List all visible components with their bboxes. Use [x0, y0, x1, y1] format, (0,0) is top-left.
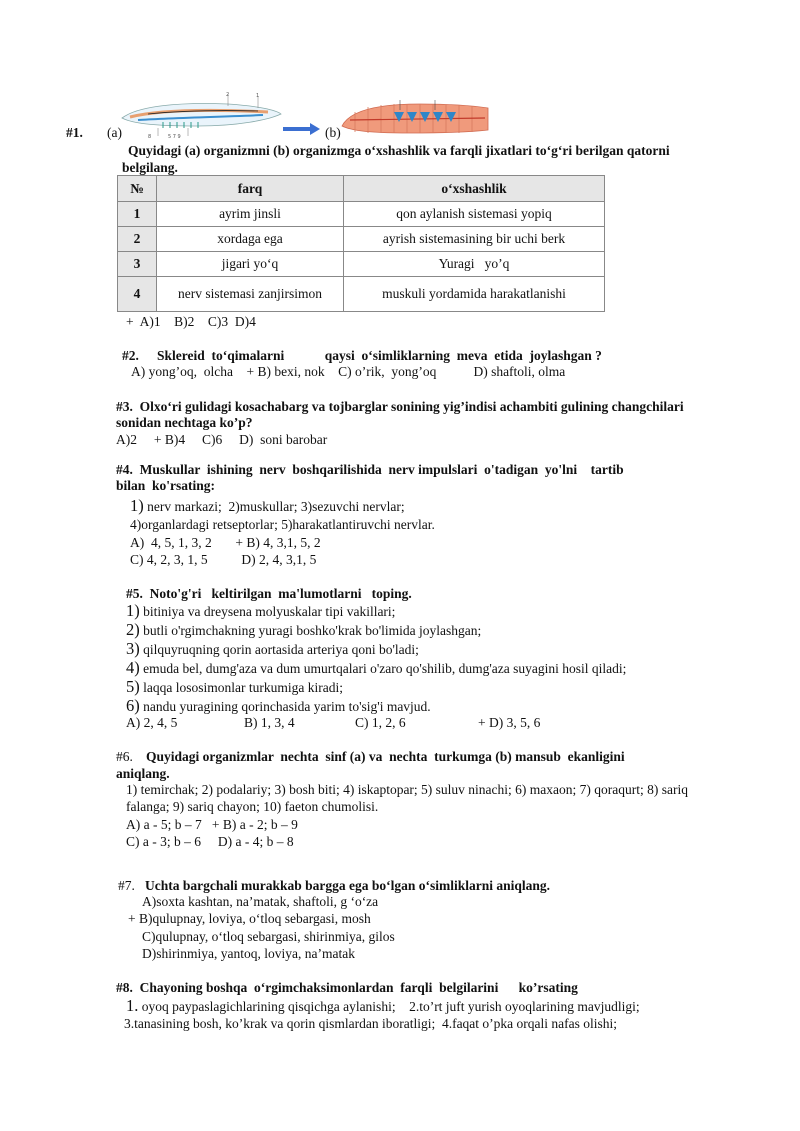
item-number: 3)	[126, 639, 140, 658]
row-number: 4	[118, 277, 157, 312]
svg-text:5 7 9: 5 7 9	[168, 134, 181, 140]
svg-text:8: 8	[148, 134, 152, 140]
question-1-number: #1.	[66, 125, 83, 140]
question-7-option-b: + B)qulupnay, loviya, o‘tloq sebargasi, mosh	[128, 911, 371, 926]
question-2-text: Sklereid to‘qimalarni qaysi o‘simliklarning meva etida joylashgan ?	[157, 348, 602, 363]
item-number: 4)	[126, 658, 140, 677]
question-5-title: #5. Noto'g'ri keltirilgan ma'lumotlarni toping.	[126, 586, 412, 601]
question-7-option-a: A)soxta kashtan, na’matak, shaftoli, g ‘o‘za	[142, 894, 379, 909]
lancelet-image	[118, 92, 283, 140]
row-number: 3	[118, 252, 157, 277]
question-5-item	[126, 696, 431, 716]
question-6-answers-cont: C) a - 3; b – 6 D) a - 4; b – 8	[126, 834, 294, 849]
item-text: oyoq paypaslagichlarining qisqichga aylanishi; 2.to’rt juft yurish oyoqlarining mavjudligi;	[138, 999, 640, 1014]
question-4-items-cont: 4)organlardagi retseptorlar; 5)harakatlantiruvchi nervlar.	[130, 517, 435, 532]
row-oxshashlik: muskuli yordamida harakatlanishi	[344, 277, 605, 312]
arrow-icon	[282, 122, 322, 136]
table-header-farq: farq	[157, 176, 344, 202]
question-4-items	[130, 496, 405, 516]
label-a: (a)	[107, 125, 122, 140]
row-farq: jigari yo‘q	[157, 252, 344, 277]
item-text: nerv markazi; 2)muskullar; 3)sezuvchi nervlar;	[143, 499, 405, 514]
row-number: 2	[118, 227, 157, 252]
comparison-table	[117, 175, 605, 312]
question-5-item	[126, 601, 395, 621]
question-5-item	[126, 639, 419, 659]
question-1-text: Quyidagi (a) organizmni (b) organizmga o‘xshashlik va farqli jixatlari to‘g‘ri berilgan qatorni	[128, 143, 670, 158]
item-number: 1)	[130, 496, 144, 515]
row-oxshashlik: ayrish sistemasining bir uchi berk	[344, 227, 605, 252]
item-text: butli o'rgimchakning yuragi boshko'krak bo'limida joylashgan;	[139, 623, 482, 638]
question-3-text-cont: sonidan nechtaga ko’p?	[116, 415, 253, 430]
question-7-number: #7.	[118, 878, 135, 893]
item-number: 5)	[126, 677, 140, 696]
table-row	[118, 202, 605, 227]
question-6-number: #6.	[116, 749, 133, 764]
item-text: nandu yuragining qorinchasida yarim to'sig'i mavjud.	[139, 699, 431, 714]
question-4-text: #4. Muskullar ishining nerv boshqarilishida nerv impulslari o'tadigan yo'lni tartib	[116, 462, 624, 477]
row-farq: xordaga ega	[157, 227, 344, 252]
item-number: 6)	[126, 696, 140, 715]
question-8-title: #8. Chayoning boshqa o‘rgimchaksimonlardan farqli belgilarini ko’rsating	[116, 980, 578, 995]
question-1-answers: + A)1 B)2 C)3 D)4	[126, 314, 256, 329]
question-8-items-cont: 3.tanasining bosh, ko’krak va qorin qismlardan iboratligi; 4.faqat o’pka orqali nafas olishi;	[124, 1016, 618, 1031]
row-number: 1	[118, 202, 157, 227]
question-2-number: #2.	[122, 348, 139, 363]
row-farq: ayrim jinsli	[157, 202, 344, 227]
question-2-answers: A) yong’oq, olcha + B) bexi, nok C) o’rik, yong’oq D) shaftoli, olma	[131, 364, 566, 379]
table-row	[118, 227, 605, 252]
question-7-text: Uchta bargchali murakkab bargga ega bo‘lgan o‘simliklarni aniqlang.	[145, 878, 551, 893]
item-text: emuda bel, dumg'aza va dum umurtqalari o'zaro qo'shilib, dumg'aza suyagini hosil qiladi;	[139, 661, 627, 676]
question-7-option-d: D)shirinmiya, yantoq, loviya, na’matak	[142, 946, 355, 961]
table-row	[118, 252, 605, 277]
question-3-text: #3. Olxo‘ri gulidagi kosachabarg va tojbarglar sonining yig’indisi achambiti gulining changchilari	[116, 399, 684, 414]
question-7-option-c: C)qulupnay, o‘tloq sebargasi, shirinmiya, gilos	[142, 929, 395, 944]
label-b: (b)	[325, 125, 341, 140]
question-6-answers: A) a - 5; b – 7 + B) a - 2; b – 9	[126, 817, 298, 832]
question-5-answer-a: A) 2, 4, 5	[126, 715, 178, 730]
item-text: qilquyruqning qorin aortasida arteriya qoni bo'ladi;	[139, 642, 419, 657]
item-number: 1.	[126, 996, 139, 1015]
question-6-list-cont: falanga; 9) sariq chayon; 10) faeton chumolisi.	[126, 799, 379, 814]
question-4-answers-cont: C) 4, 2, 3, 1, 5 D) 2, 4, 3,1, 5	[130, 552, 317, 567]
row-oxshashlik: qon aylanish sistemasi yopiq	[344, 202, 605, 227]
question-8-items	[126, 996, 640, 1016]
question-6-text: Quyidagi organizmlar nechta sinf (a) va nechta turkumga (b) mansub ekanligini	[146, 749, 625, 764]
question-1-text-cont: belgilang.	[122, 160, 178, 175]
item-number: 1)	[126, 601, 140, 620]
table-header-num: №	[118, 176, 157, 202]
svg-text:2: 2	[226, 92, 230, 98]
question-5-answer-d: + D) 3, 5, 6	[478, 715, 541, 730]
question-6-text-cont: aniqlang.	[116, 766, 170, 781]
question-5-item	[126, 677, 343, 697]
question-5-item	[126, 658, 626, 678]
question-6-list: 1) temirchak; 2) podalariy; 3) bosh biti; 4) iskaptopar; 5) suluv ninachi; 6) maxaon; 7) qoraqurt; 8) sariq	[126, 782, 688, 797]
question-4-answers: A) 4, 5, 1, 3, 2 + B) 4, 3,1, 5, 2	[130, 535, 321, 550]
table-row	[118, 277, 605, 312]
question-4-text-cont: bilan ko'rsating:	[116, 478, 216, 493]
question-5-answer-c: C) 1, 2, 6	[355, 715, 406, 730]
item-text: laqqa lososimonlar turkumiga kiradi;	[139, 680, 343, 695]
svg-text:1: 1	[256, 93, 260, 99]
question-5-answer-b: B) 1, 3, 4	[244, 715, 295, 730]
earthworm-image	[340, 98, 490, 138]
item-number: 2)	[126, 620, 140, 639]
question-5-item	[126, 620, 481, 640]
row-farq: nerv sistemasi zanjirsimon	[157, 277, 344, 312]
question-3-answers: A)2 + B)4 C)6 D) soni barobar	[116, 432, 328, 447]
row-oxshashlik: Yuragi yo’q	[344, 252, 605, 277]
table-header-oxshashlik: o‘xshashlik	[344, 176, 605, 202]
item-text: bitiniya va dreysena molyuskalar tipi vakillari;	[139, 604, 396, 619]
